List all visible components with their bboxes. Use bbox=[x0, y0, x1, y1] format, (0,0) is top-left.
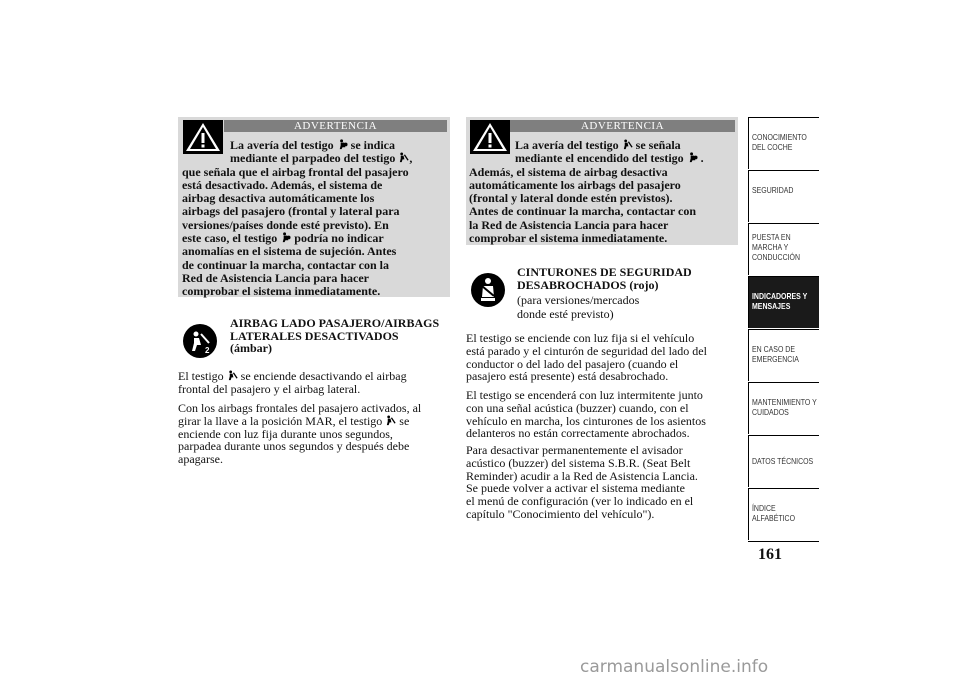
airbag-indicator-icon bbox=[280, 232, 291, 243]
tab-puesta-en-marcha[interactable]: PUESTA EN MARCHA Y CONDUCCIÓN bbox=[748, 223, 819, 275]
airbag-off-indicator-icon bbox=[398, 152, 409, 163]
warning-header-right: ADVERTENCIA bbox=[510, 120, 735, 132]
airbag-off-indicator-icon bbox=[227, 370, 238, 381]
tab-indicadores-y-mensajes[interactable]: INDICADORES Y MENSAJES bbox=[748, 276, 819, 328]
warning-text-right-body: Además, el sistema de airbag desactiva automáticamente los airbags del pasajero (frontal y lateral donde estén previstos). Antes de continuar la marcha, contactar con la Red de Asistencia Lancia para hacer comprobar el sistema inmediatamente. bbox=[469, 164, 696, 245]
airbag-paragraph-1: El testigo se enciende desactivando el airbag frontal del pasajero y el airbag lateral. bbox=[178, 369, 407, 396]
warning-header-left: ADVERTENCIA bbox=[224, 120, 447, 132]
tab-datos-tecnicos[interactable]: DATOS TÉCNICOS bbox=[748, 435, 819, 487]
seat-belt-section-title: CINTURONES DE SEGURIDAD DESABROCHADOS (rojo) bbox=[517, 265, 692, 292]
warning-text-left-body: que señala que el airbag frontal del pasajero está desactivado. Además, el sistema de airbag desactiva automáticamente los airbags del pasajero (frontal y lateral para versiones/países donde esté previsto). En este caso, el testigo podría no indicar anomalías en el sistema de sujeción. Antes de continuar la marcha, contactar con la Red de Asistencia Lancia para hacer comprobar el sistema inmediatamente. bbox=[182, 164, 409, 299]
tab-conocimiento-del-coche[interactable]: CONOCIMIENTO DEL COCHE bbox=[748, 117, 819, 169]
tab-en-caso-de-emergencia[interactable]: EN CASO DE EMERGENCIA bbox=[748, 329, 819, 381]
seat-belt-section-note: (para versiones/mercados donde esté previsto) bbox=[517, 293, 640, 321]
airbag-off-indicator-icon bbox=[385, 415, 396, 426]
sidebar-bottom-rule bbox=[748, 541, 819, 542]
warning-triangle-icon bbox=[183, 120, 223, 154]
svg-text:2: 2 bbox=[205, 346, 210, 355]
airbag-paragraph-2: Con los airbags frontales del pasajero activados, al girar la llave a la posición MAR, el testigo se enciende con luz fija durante unos segundos, parpadea durante unos segundos y después debe apagarse. bbox=[178, 401, 422, 467]
passenger-airbag-off-icon bbox=[183, 324, 217, 358]
airbag-indicator-icon bbox=[687, 152, 698, 163]
tab-indice-alfabetico[interactable]: ÍNDICE ALFABÉTICO bbox=[748, 488, 819, 540]
warning-text-right: La avería del testigo se señala mediante el encendido del testigo . bbox=[515, 138, 704, 166]
airbag-indicator-icon bbox=[337, 139, 348, 150]
seat-belt-paragraph-2: El testigo se encenderá con luz intermitente junto con una señal acústica (buzzer) cuando, con el vehículo en marcha, los cinturones de los asientos delanteros no están correctamente abrochados. bbox=[466, 388, 706, 441]
page-number: 161 bbox=[758, 546, 782, 563]
warning-text-left: La avería del testigo se indica mediante el parpadeo del testigo , bbox=[230, 138, 413, 166]
watermark: carmanualsonline.info bbox=[580, 657, 769, 677]
tab-mantenimiento-y-cuidados[interactable]: MANTENIMIENTO Y CUIDADOS bbox=[748, 382, 819, 434]
airbag-off-indicator-icon bbox=[622, 139, 633, 150]
seat-belt-paragraph-1: El testigo se enciende con luz fija si el vehículo está parado y el cinturón de seguridad del lado del conductor o del lado del pasajero (cuando el pasajero está presente) está desabrochado. bbox=[466, 331, 707, 384]
seat-belt-paragraph-3: Para desactivar permanentemente el avisador acústico (buzzer) del sistema S.B.R. (Seat Belt Reminder) acudir a la Red de Asistencia Lancia. Se puede volver a activar el sistema mediante el menú de configuración (ver lo indicado en el capítulo "Conocimiento del vehículo"). bbox=[466, 443, 698, 521]
airbag-section-title: AIRBAG LADO PASAJERO/AIRBAGS LATERALES DESACTIVADOS (ámbar) bbox=[230, 316, 440, 355]
seat-belt-icon bbox=[471, 273, 505, 307]
tab-seguridad[interactable]: SEGURIDAD bbox=[748, 170, 819, 222]
warning-triangle-icon bbox=[470, 120, 510, 154]
